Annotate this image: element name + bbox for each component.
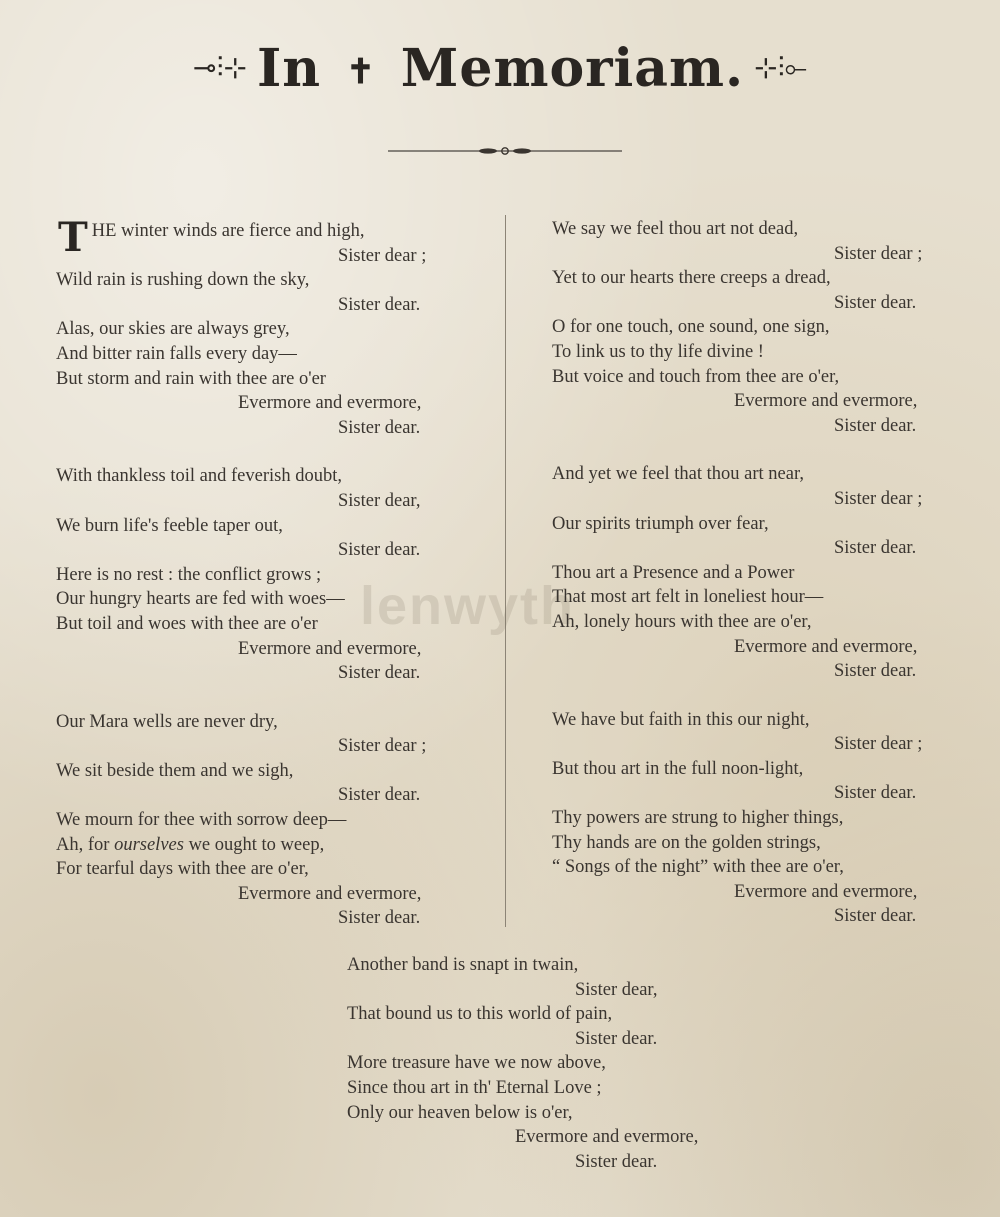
right-flourish-icon: ⊹⫶⟜ [754, 53, 807, 84]
line-text: HE winter winds are fierce and high, [91, 221, 365, 241]
poem-line: Our hungry hearts are fed with woes— [56, 589, 345, 610]
poem-line: That bound us to this world of pain, [347, 1004, 613, 1025]
poem-line: We sit beside them and we sigh, [56, 760, 294, 781]
stanza [347, 953, 699, 1174]
poem-line: Evermore and evermore, [734, 391, 918, 412]
poem-line: We say we feel thou art not dead, [552, 219, 799, 239]
poem-line: Alas, our skies are always grey, [56, 319, 290, 340]
poem-line: And yet we feel that thou art near, [552, 464, 804, 485]
poem-line: Only our heaven below is o'er, [347, 1102, 573, 1123]
poem-line: That most art felt in loneliest hour— [552, 587, 824, 608]
poem-line: Another band is snapt in twain, [347, 955, 579, 975]
drop-cap: T [58, 214, 88, 261]
poem-line: Thou art a Presence and a Power [552, 562, 795, 583]
poem-line: Sister dear. [338, 663, 421, 684]
poem-line: Evermore and evermore, [734, 636, 918, 657]
cross-icon: ✝ [346, 52, 376, 92]
left-flourish-icon: ⊸⫶⊹ [193, 53, 247, 84]
poem-line: Our Mara wells are never dry, [56, 711, 278, 732]
poem-line: Wild rain is rushing down the sky, [56, 270, 310, 291]
poem-line: Sister dear ; [834, 488, 923, 509]
poem-line: We mourn for thee with sorrow deep— [56, 810, 347, 831]
poem-line: Evermore and evermore, [515, 1127, 699, 1148]
title-word-memoriam: Memoriam. [400, 37, 745, 99]
poem-line: Sister dear. [834, 292, 917, 313]
poem-line: Evermore and evermore, [238, 638, 422, 659]
poem-line: With thankless toil and feverish doubt, [56, 466, 342, 487]
stanza [552, 462, 952, 683]
stanza [552, 217, 952, 438]
stanza [56, 464, 456, 685]
poem-line: Evermore and evermore, [238, 883, 422, 904]
poem-line: We burn life's feeble taper out, [56, 515, 283, 536]
watermark: lenwyth [360, 576, 576, 636]
poem-line: Yet to our hearts there creeps a dread, [552, 268, 831, 289]
poem-line: But storm and rain with thee are o'er [56, 368, 326, 389]
poem-line: Sister dear. [575, 1151, 658, 1172]
stanza [552, 708, 952, 929]
line-text: Ah, for [56, 834, 115, 855]
stanza [56, 710, 456, 931]
poem-line: O for one touch, one sound, one sign, [552, 317, 830, 338]
poem-line: Since thou art in th' Eternal Love ; [347, 1077, 602, 1098]
poem-line: Sister dear. [338, 294, 421, 315]
poem-line [56, 833, 456, 858]
poem-line: Sister dear. [834, 906, 917, 927]
poem-line: But toil and woes with thee are o'er [56, 613, 318, 634]
poem-line: Sister dear. [338, 540, 421, 561]
poem-line: Sister dear ; [834, 734, 923, 755]
ornamental-rule-icon [388, 142, 622, 160]
poem-line: “ Songs of the night” with thee are o'er, [552, 857, 844, 878]
poem-line: Evermore and evermore, [734, 881, 918, 902]
poem-line: But voice and touch from thee are o'er, [552, 366, 840, 387]
poem-line: But thou art in the full noon-light, [552, 758, 804, 779]
poem-line: Our spirits triumph over fear, [552, 513, 769, 534]
poem-line: Sister dear, [575, 979, 658, 1000]
poem-line: Sister dear ; [338, 245, 427, 266]
poem-line: Sister dear. [834, 538, 917, 559]
title-row [0, 28, 1000, 108]
poem-line: Sister dear ; [834, 243, 923, 264]
poem-line: Sister dear. [338, 417, 421, 438]
poem-line: Here is no rest : the conflict grows ; [56, 564, 322, 585]
poem-line: To link us to thy life divine ! [552, 341, 764, 362]
poem-line: Ah, lonely hours with thee are o'er, [552, 611, 812, 632]
poem-line: Sister dear. [834, 783, 917, 804]
left-column [56, 214, 456, 955]
poem-line: Sister dear. [834, 661, 917, 682]
poem-line: Evermore and evermore, [238, 393, 422, 414]
title-word-in: In [256, 37, 322, 99]
poem-line: Sister dear ; [338, 736, 427, 757]
poem-line: Sister dear. [338, 908, 421, 929]
poem-line: We have but faith in this our night, [552, 709, 810, 730]
poem-line: Sister dear, [338, 490, 421, 511]
poem-line: More treasure have we now above, [347, 1053, 606, 1074]
line-text: we ought to weep, [183, 834, 325, 855]
poem-line: Thy powers are strung to higher things, [552, 808, 844, 829]
column-divider [505, 215, 506, 927]
poem-line: Sister dear. [575, 1028, 658, 1049]
bottom-stanza [347, 953, 699, 1198]
italic-word: ourselves [114, 834, 184, 855]
poem-line: Thy hands are on the golden strings, [552, 832, 821, 853]
stanza [56, 214, 456, 440]
poem-line: Sister dear. [338, 785, 421, 806]
right-column [552, 217, 952, 953]
poem-line: Sister dear. [834, 415, 917, 436]
poem-line: And bitter rain falls every day— [56, 343, 297, 364]
page-title [257, 38, 744, 99]
poem-line: For tearful days with thee are o'er, [56, 859, 309, 880]
